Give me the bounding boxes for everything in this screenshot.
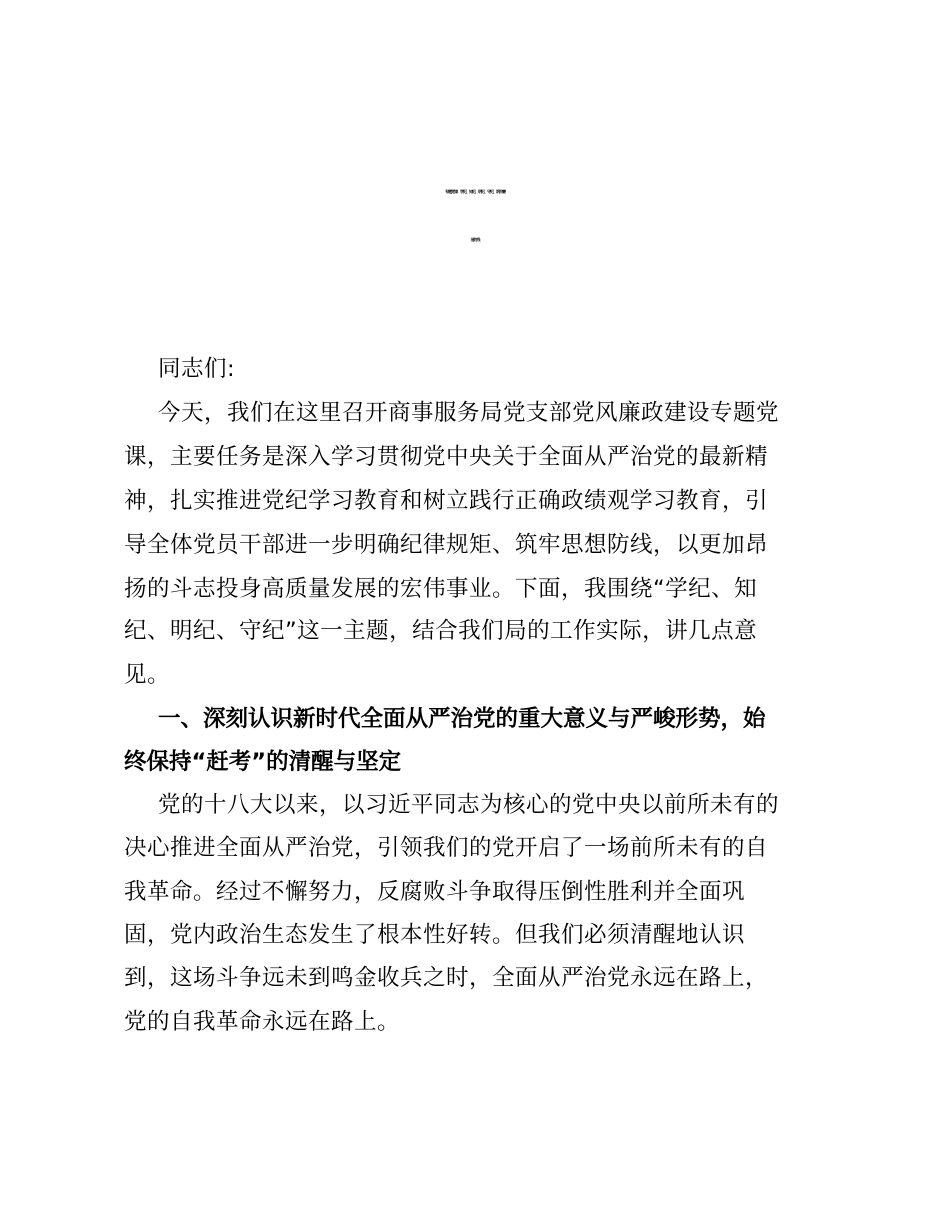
section-line: 决心推进全面从严治党，引领我们的党开启了一场前所未有的自 xyxy=(124,835,769,861)
section-heading-line-2: 终保持“赶考”的清醒与坚定 xyxy=(124,749,402,775)
intro-line: 导全体党员干部进一步明确纪律规矩、筑牢思想防线，以更加昂 xyxy=(124,532,769,558)
section-line: 我革命。经过不懈努力，反腐败斗争取得压倒性胜利并全面巩 xyxy=(124,879,746,905)
intro-line: 神，扎实推进党纪学习教育和树立践行正确政绩观学习教育，引 xyxy=(124,488,769,514)
section-line: 党的十八大以来，以习近平同志为核心的党中央以前所未有的 xyxy=(158,792,780,818)
intro-line: 今天，我们在这里召开商事服务局党支部党风廉政建设专题党 xyxy=(158,400,780,426)
intro-line: 见。 xyxy=(124,662,171,688)
intro-line: 课，主要任务是深入学习贯彻党中央关于全面从严治党的最新精 xyxy=(124,444,769,470)
intro-line: 纪、明纪、守纪”这一主题，结合我们局的工作实际，讲几点意 xyxy=(124,618,758,644)
salutation: 同志们: xyxy=(158,356,236,382)
title-line-1: 专题党课：学纪、知纪、明纪、守纪、筑牢廉 xyxy=(445,189,505,194)
section-line: 党的自我革命永远在路上。 xyxy=(124,1009,401,1035)
title-line-2: 洁防线 xyxy=(470,237,480,242)
intro-line: 扬的斗志投身高质量发展的宏伟事业。下面，我围绕“学纪、知 xyxy=(124,576,758,602)
section-heading-line-1: 一、深刻认识新时代全面从严治党的重大意义与严峻形势，始 xyxy=(158,706,766,732)
section-line: 固，党内政治生态发生了根本性好转。但我们必须清醒地认识 xyxy=(124,922,746,948)
section-line: 到，这场斗争远未到鸣金收兵之时，全面从严治党永远在路上， xyxy=(124,965,769,991)
